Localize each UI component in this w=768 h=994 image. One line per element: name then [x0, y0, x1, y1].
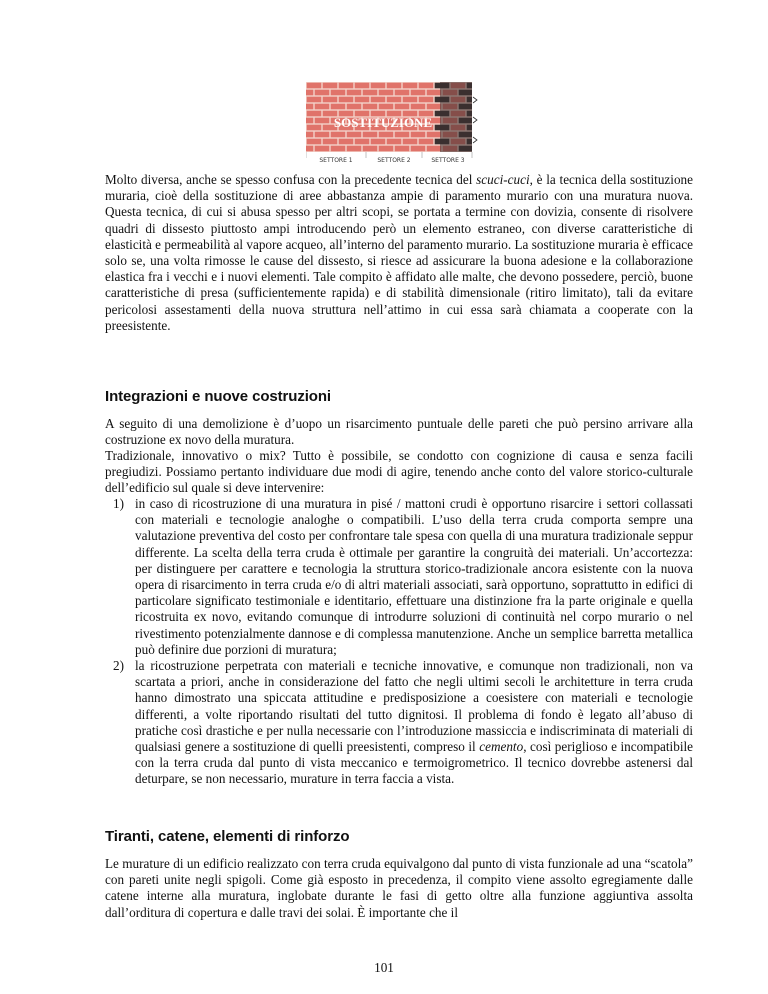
intro-emphasis: scuci-cuci: [476, 172, 530, 187]
brick: [419, 97, 434, 103]
brick: [379, 104, 394, 110]
brick: [403, 83, 418, 89]
brick: [387, 139, 402, 145]
sector-label-3: SETTORE 3: [431, 157, 465, 164]
brick: [395, 132, 410, 138]
brick: [306, 104, 313, 110]
brick: [307, 125, 322, 131]
brick: [331, 132, 346, 138]
brick: [395, 146, 410, 152]
section-heading-tiranti: Tiranti, catene, elementi di rinforzo: [105, 828, 350, 845]
brick: [411, 132, 426, 138]
brick: [323, 97, 338, 103]
brick: [411, 90, 426, 96]
brick: [323, 83, 338, 89]
brick-wall-illustration: [306, 82, 478, 166]
brick: [411, 146, 426, 152]
brick: [363, 104, 378, 110]
arrow-icon: [473, 137, 477, 143]
brick: [403, 97, 418, 103]
brick: [306, 90, 313, 96]
page-number: 101: [374, 960, 394, 975]
brick: [371, 139, 386, 145]
arrow-icon: [473, 117, 477, 123]
brick: [379, 146, 394, 152]
brick: [355, 139, 370, 145]
arrow-icon: [473, 97, 477, 103]
brick: [315, 146, 330, 152]
brick: [315, 118, 330, 124]
section2-paragraph-1: Le murature di un edificio realizzato con terra cruda equivalgono dal punto di vista funzionale ad una “scatola” con pareti unite negli spigoli. Come già esposto in precedenza, il compito viene assolto egregiamente dalle catene interne alla muratura, inglobate durante le fasi di getto oltre alla funzione aggiuntiva assolta dall’orditura di copertura e dalle travi dei solai. È importante che il: [105, 856, 693, 920]
brick: [427, 132, 442, 138]
brick: [339, 139, 354, 145]
intro-paragraph: Molto diversa, anche se spesso confusa con la precedente tecnica del scuci-cuci, è la tecnica della sostituzione muraria, cioè della sostituzione di aree abbastanza ampie di paramento murario con una muratura nuova. Questa tecnica, di cui si abusa spesso per altri scopi, se portata a termine con dovizia, consente di risolvere quadri di dissesto piuttosto ampi introducendo però un elemento estraneo, con diverse caratteristiche di elasticità e permeabilità al vapore acqueo, all’interno del paramento murario. La sostituzione muraria è efficace solo se, una volta rimosse le cause del dissesto, si riesce ad assicurare la buona adesione e la collaborazione elastica fra i vecchi e i nuovi elementi. Tale compito è affidato alle malte, che devono possedere, perciò, buone caratteristiche di presa (sufficientemente rapida) e di stabilità dimensionale (ritiro limitato), tali da evitare pericolosi assestamenti della nuova struttura nell’attimo in cui essa sarà chiamata a cooperate con la preesistente.: [105, 172, 693, 333]
brick: [379, 132, 394, 138]
brick: [306, 118, 313, 124]
brick: [411, 104, 426, 110]
intervention-list: [105, 496, 693, 788]
brick: [355, 83, 370, 89]
brick: [371, 83, 386, 89]
brick: [419, 83, 434, 89]
section-heading-integrazioni: Integrazioni e nuove costruzioni: [105, 388, 331, 405]
replaced-sector: [440, 82, 472, 152]
brick: [307, 111, 322, 117]
brick: [395, 104, 410, 110]
brick: [315, 132, 330, 138]
figure-title: SOSTITUZIONE: [333, 115, 433, 130]
brick: [306, 146, 313, 152]
brick: [427, 104, 442, 110]
brick: [307, 139, 322, 145]
brick: [307, 83, 322, 89]
brick: [307, 97, 322, 103]
brick: [403, 139, 418, 145]
cemento-emphasis: cemento: [479, 739, 524, 755]
brick: [363, 132, 378, 138]
brick: [347, 146, 362, 152]
brick: [339, 97, 354, 103]
brick: [339, 83, 354, 89]
brick: [387, 83, 402, 89]
brick: [379, 90, 394, 96]
section1-paragraph-2: Tradizionale, innovativo o mix? Tutto è possibile, se condotto con cognizione di causa e senza facili pregiudizi. Possiamo pertanto individuare due modi di agire, tenendo anche conto del valore storico-culturale dell’edificio sul quale si deve intervenire:: [105, 448, 693, 496]
brick: [347, 90, 362, 96]
brick: [323, 139, 338, 145]
brick: [331, 104, 346, 110]
brick: [331, 90, 346, 96]
list-item: 1) in caso di ricostruzione di una muratura in pisé / mattoni crudi è opportuno risarcire i settori collassati con materiali e tecnologie analoghe o compatibili. L’uso della terra cruda comporta sempre una valutazione preventiva del costo per confrontare tale spesa con quella di una muratura tradizionale seppur differente. La scelta della terra cruda è ottimale per garantire la congruità dei materiali. Un’accortezza: per distinguere per carattere e tecnologia la struttura storico-tradizionale ancora esistente con la nuova opera di risarcimento in terra cruda e/o di altri materiali associati, sarà opportuno, soprattutto in edifici di particolare significato testimoniale e identitario, effettuare una distinzione fra la parte originale e quella ricostruita ex novo, evitando comunque di introdurre soluzioni di continuità nel corpo murario o nel rivestimento potenzialmente dannose e di complessa manutenzione. Anche un semplice barretta metallica può definire due porzioni di muratura;: [113, 496, 693, 657]
brick: [315, 104, 330, 110]
brick: [395, 90, 410, 96]
brick: [306, 132, 313, 138]
brick: [355, 97, 370, 103]
brick: [347, 132, 362, 138]
brick: [363, 90, 378, 96]
brick: [371, 97, 386, 103]
brick: [347, 104, 362, 110]
brick: [363, 146, 378, 152]
sector-label-2: SETTORE 2: [377, 157, 411, 164]
list-item: 2) la ricostruzione perpetrata con materiali e tecniche innovative, e comunque non tradizionali, non va scartata a priori, anche in considerazione del fatto che negli ultimi secoli le architetture in terra cruda hanno dimostrato una spiccata attitudine e predisposizione a coesistere con materiali e tecnologie differenti, a volte riportando risultati del tutto dignitosi. Il problema di fondo è legato all’abuso di pratiche così drastiche e per nulla necessarie con l’introduzione massiccia e indiscriminata di materiali di qualsiasi genere a sostituzione di quelli preesistenti, compreso il cemento, così periglioso e incompatibile con la terra cruda dal punto di vista meccanico e termoigrometrico. Il tecnico dovrebbe astenersi dal deturpare, se non necessario, murature in terra faccia a vista.: [113, 658, 693, 787]
brick: [387, 97, 402, 103]
sector-label-1: SETTORE 1: [319, 157, 353, 164]
brick: [427, 90, 442, 96]
brick: [419, 139, 434, 145]
brick: [427, 146, 442, 152]
brick: [331, 146, 346, 152]
section1-paragraph-1: A seguito di una demolizione è d’uopo un risarcimento puntuale delle pareti che può persino arrivare alla costruzione ex novo della muratura.: [105, 416, 693, 448]
sostituzione-figure: [306, 82, 478, 166]
brick: [315, 90, 330, 96]
